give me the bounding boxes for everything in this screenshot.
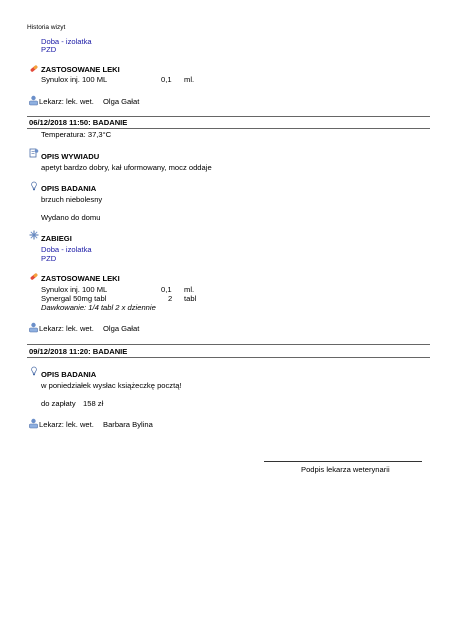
signature-caption: Podpis lekarza weterynarii [301, 465, 390, 474]
exam-icon [29, 181, 39, 191]
exam-text: w poniedziałek wysłac książeczkę pocztą! [41, 381, 182, 390]
med-unit: ml. [184, 285, 195, 294]
payment-label: do zapłaty [41, 399, 76, 408]
meds-title: ZASTOSOWANE LEKI [41, 65, 120, 74]
temperature: Temperatura: 37,3°C [41, 130, 112, 139]
exam-text: Wydano do domu [41, 213, 101, 222]
doctor-icon [28, 322, 39, 333]
doctor-icon [28, 418, 39, 429]
divider [27, 357, 430, 358]
divider [27, 128, 430, 129]
exam-text: brzuch niebolesny [41, 195, 103, 204]
doctor-name: Olga Gałat [103, 97, 140, 106]
procedure-code: PZD [41, 254, 57, 263]
procedure-name: Doba - izolatka [41, 245, 92, 254]
interview-text: apetyt bardzo dobry, kał uformowany, mocz oddaje [41, 163, 212, 172]
doctor-label: Lekarz: lek. wet. [39, 420, 94, 429]
exam-icon [29, 366, 39, 376]
medication-icon [29, 63, 39, 73]
doctor-icon [28, 95, 39, 106]
med-qty: 0,1 [161, 285, 172, 294]
divider [27, 344, 430, 345]
med-unit: ml. [184, 75, 195, 84]
signature-line [264, 461, 422, 462]
med-name: Synulox inj. 100 ML [41, 75, 108, 84]
doctor-name: Barbara Bylina [103, 420, 153, 429]
interview-title: OPIS WYWIADU [41, 152, 100, 161]
doctor-label: Lekarz: lek. wet. [39, 97, 94, 106]
procedures-title: ZABIEGI [41, 234, 72, 243]
visit-header: 06/12/2018 11:50: BADANIE [29, 118, 128, 127]
med-unit: tabl [184, 294, 197, 303]
payment-amount: 158 zł [83, 399, 104, 408]
med-name: Synulox inj. 100 ML [41, 285, 108, 294]
page-header: Historia wizyt [27, 24, 66, 31]
med-qty: 2 [168, 294, 173, 303]
exam-title: OPIS BADANIA [41, 370, 97, 379]
interview-icon [29, 148, 39, 158]
procedure-icon [29, 230, 39, 240]
exam-title: OPIS BADANIA [41, 184, 97, 193]
medication-icon [29, 271, 39, 281]
visit-header: 09/12/2018 11:20: BADANIE [29, 347, 128, 356]
meds-title: ZASTOSOWANE LEKI [41, 274, 120, 283]
med-qty: 0,1 [161, 75, 172, 84]
dosage-note: Dawkowanie: 1/4 tabl 2 x dziennie [41, 303, 156, 312]
med-name: Synergal 50mg tabl [41, 294, 107, 303]
doctor-label: Lekarz: lek. wet. [39, 324, 94, 333]
procedure-code: PZD [41, 45, 57, 54]
doctor-name: Olga Gałat [103, 324, 140, 333]
divider [27, 116, 430, 117]
procedure-name: Doba - izolatka [41, 37, 92, 46]
